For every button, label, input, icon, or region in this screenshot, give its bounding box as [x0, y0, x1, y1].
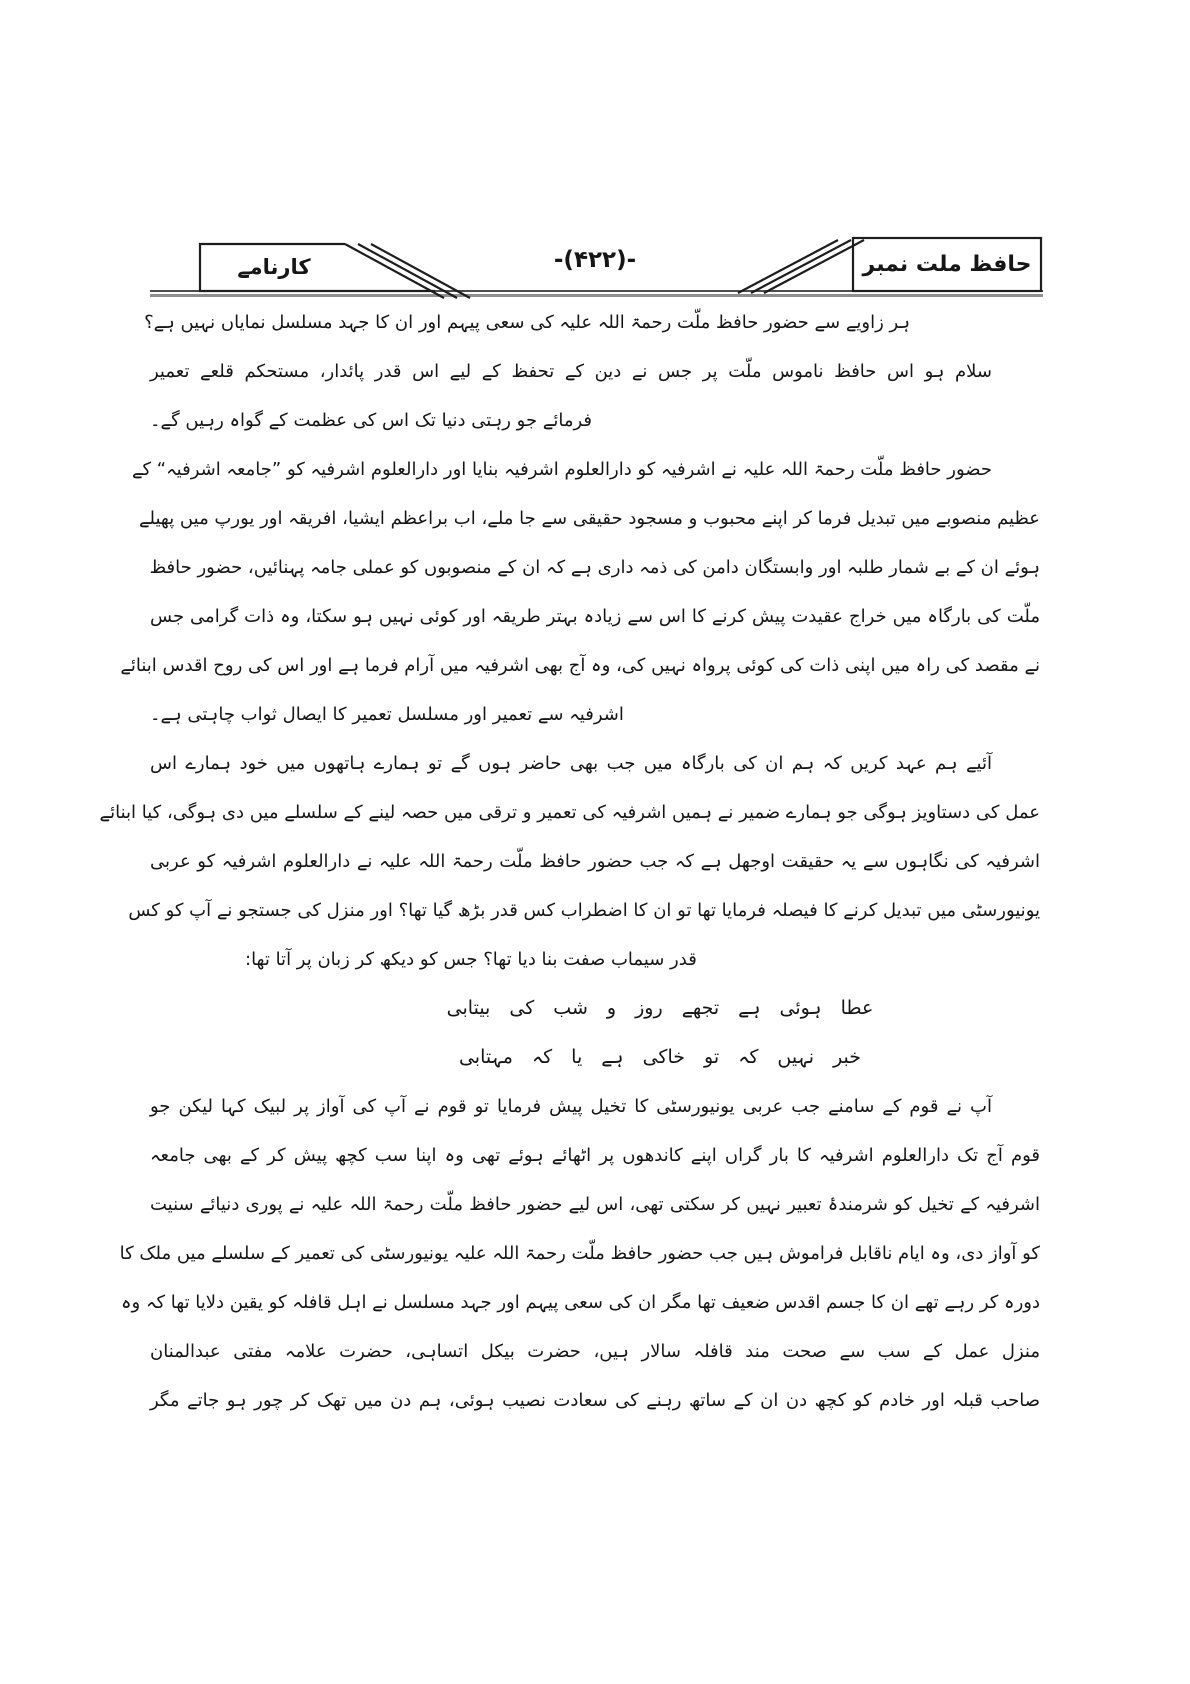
body-line: اشرفیہ سے تعمیر اور مسلسل تعمیر کا ایصال ثواب چاہتی ہے۔ [150, 704, 624, 725]
body-line: عظیم منصوبے میں تبدیل فرما کر اپنے محبوب و مسجود حقیقی سے جا ملے، اب براعظم ایشیا، افریقہ اور یورپ میں پھیلے [138, 508, 1040, 529]
body-line: نے مقصد کی راہ میں اپنی ذات کی کوئی پرواہ نہیں کی، وہ آج بھی اشرفیہ میں آرام فرما ہے اور اس کی روح اقدس ابنائے [120, 655, 1040, 676]
body-line: دورہ کر رہے تھے ان کا جسم اقدس ضعیف تھا مگر ان کی سعی پیہم اور جہد مسلسل نے اہل قافلہ کو یقین دلایا تھا کہ وہ [120, 1292, 1040, 1313]
body-line: سلام ہو اس حافظ ناموس ملّت پر جس نے دین کے تحفظ کے لیے اس قدر پائدار، مستحکم قلعے تعمیر [150, 361, 992, 382]
body-line: ہر زاویے سے حضور حافظ ملّت رحمۃ اللہ علیہ کی سعی پیہم اور ان کا جہد مسلسل نمایاں نہیں ہے؟ [144, 312, 910, 333]
body-line: منزل عمل کے سب سے صحت مند قافلہ سالار ہیں، حضرت بیکل اتساہی، حضرت علامہ مفتی عبدالمنان [150, 1341, 1040, 1362]
body-text [99, 298, 1040, 1425]
page-number: -(۴۲۲)- [553, 247, 637, 273]
verse-line: عطا ہوئی ہے تجھے روز و شب کی بیتابی [446, 997, 874, 1019]
body-line: حضور حافظ ملّت رحمۃ اللہ علیہ نے اشرفیہ کو دارالعلوم اشرفیہ بنایا اور دارالعلوم اشرفیہ کو ”جامعہ اشرفیہ“ کے [131, 459, 992, 480]
body-line: قدر سیماب صفت بنا دیا تھا؟ جس کو دیکھ کر زبان پر آتا تھا: [245, 949, 697, 970]
section-label: کارنامے [237, 255, 311, 279]
body-line: آپ نے قوم کے سامنے جب عربی یونیورسٹی کا تخیل پیش فرمایا تو قوم نے آپ کی آواز پر لبیک کہا لیکن جو [150, 1096, 992, 1117]
body-line: کو آواز دی، وہ ایام ناقابل فراموش ہیں جب حضور حافظ ملّت رحمۃ اللہ علیہ یونیورسٹی کی تعمیر کے سلسلے میں ملک کا [119, 1243, 1040, 1264]
body-line: اشرفیہ کی نگاہوں سے یہ حقیقت اوجھل ہے کہ جب حضور حافظ ملّت رحمۃ اللہ علیہ نے دارالعلوم اشرفیہ کو عربی [150, 851, 1040, 872]
diagonal-lines-right-icon [738, 240, 864, 293]
body-line: آئیے ہم عہد کریں کہ ہم ان کی بارگاہ میں جب بھی حاضر ہوں گے تو ہمارے ہاتھوں میں خود ہمارے اس [150, 753, 992, 774]
body-line: ہوئے ان کے بے شمار طلبہ اور وابستگان دامن کی ذمہ داری ہے کہ ان کے منصوبوں کو عملی جامہ پہنائیں، حضور حافظ [149, 557, 1040, 578]
body-line: صاحب قبلہ اور خادم کو کچھ دن ان کے ساتھ رہنے کی سعادت نصیب ہوئی، ہم دن میں تھک کر چور ہو جاتے مگر [150, 1390, 1040, 1411]
body-line: عمل کی دستاویز ہوگی جو ہمارے ضمیر نے ہمیں اشرفیہ کی تعمیر و ترقی میں حصہ لینے کے سلسلے میں دی ہوگی، کیا ابنائے [99, 802, 1040, 823]
body-line: اشرفیہ کے تخیل کو شرمندۂ تعبیر نہیں کر سکتی تھی، اس لیے حضور حافظ ملّت رحمۃ اللہ علیہ نے پوری دنیائے سنیت [150, 1194, 1040, 1215]
body-line: فرمائے جو رہتی دنیا تک اس کی عظمت کے گواہ رہیں گے۔ [150, 410, 593, 431]
body-line: قوم آج تک دارالعلوم اشرفیہ کا بار گراں اپنے کاندھوں پر اٹھائے ہوئے تھی وہ اپنا سب کچھ پیش کر کے بھی جامعہ [150, 1145, 1040, 1166]
body-line: یونیورسٹی میں تبدیل کرنے کا فیصلہ فرمایا تھا تو ان کا اضطراب کس قدر بڑھ گیا تھا؟ اور منزل کی جستجو نے آپ کو کس [128, 900, 1040, 921]
issue-title: حافظ ملت نمبر [862, 252, 1032, 277]
verse-line: خبر نہیں کہ تو خاکی ہے یا کہ مہتابی [458, 1046, 862, 1068]
body-line: ملّت کی بارگاہ میں خراج عقیدت پیش کرنے کا اس سے زیادہ بہتر طریقہ اور کوئی نہیں ہو سکتا، وہ ذات گرامی جس [150, 606, 1040, 627]
